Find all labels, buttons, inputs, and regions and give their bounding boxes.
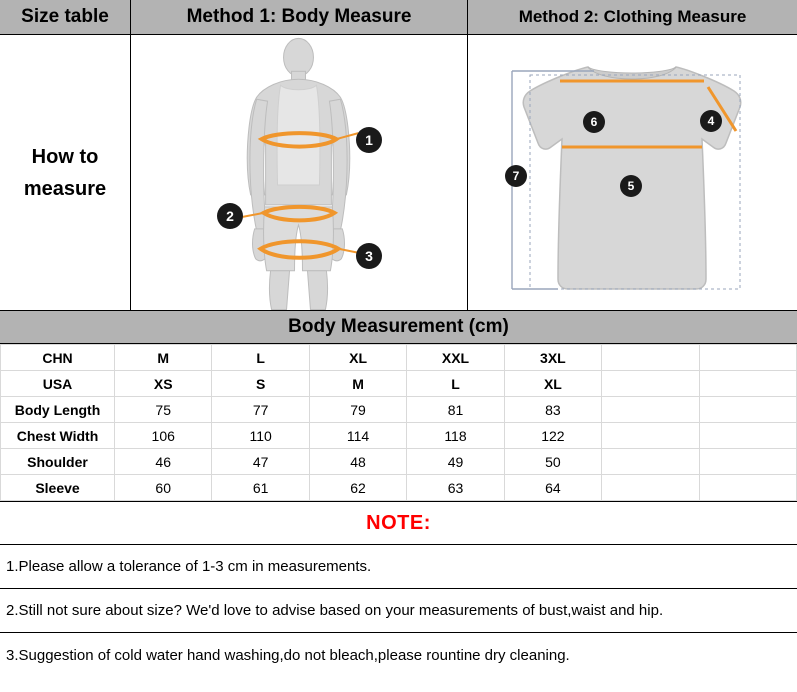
method1-header: Method 1: Body Measure: [131, 0, 467, 35]
method2-header: Method 2: Clothing Measure: [468, 0, 797, 35]
table-cell: 61: [212, 475, 309, 501]
table-cell: 110: [212, 423, 309, 449]
clothing-measure-illustration: [468, 35, 797, 310]
table-cell: S: [212, 371, 309, 397]
table-cell: M: [309, 371, 406, 397]
size-table-column: [0, 0, 131, 310]
how-to-line-2: measure: [23, 177, 107, 200]
table-cell-empty: [699, 345, 796, 371]
table-row: [1, 475, 797, 501]
table-cell-empty: [699, 423, 796, 449]
row-label: USA: [1, 371, 115, 397]
callout-5: 5: [620, 175, 642, 197]
table-cell: 60: [115, 475, 212, 501]
table-cell: 79: [309, 397, 406, 423]
note-line-1: 1.Please allow a tolerance of 1-3 cm in measurements.: [0, 545, 797, 589]
row-label: Shoulder: [1, 449, 115, 475]
body-figure-svg: [131, 35, 467, 310]
table-cell: 75: [115, 397, 212, 423]
table-cell: 106: [115, 423, 212, 449]
table-cell-empty: [602, 371, 699, 397]
table-cell-empty: [602, 397, 699, 423]
note-line-2: 2.Still not sure about size? We'd love to advise based on your measurements of bust,waist and hip.: [0, 589, 797, 633]
table-cell: XXL: [407, 345, 504, 371]
table-cell-empty: [602, 423, 699, 449]
table-cell: 83: [504, 397, 601, 423]
table-cell-empty: [602, 449, 699, 475]
note-header: [0, 501, 797, 545]
table-cell: M: [115, 345, 212, 371]
note-line-3: 3.Suggestion of cold water hand washing,do not bleach,please rountine dry cleaning.: [6, 646, 570, 664]
callout-4: 4: [700, 110, 722, 132]
body-measurement-title: Body Measurement (cm): [0, 311, 797, 344]
callout-1: 1: [356, 127, 382, 153]
body-measure-illustration: [131, 35, 467, 310]
table-cell-empty: [699, 449, 796, 475]
table-cell: XS: [115, 371, 212, 397]
table-cell-empty: [699, 475, 796, 501]
row-label: Body Length: [1, 397, 115, 423]
table-cell: XL: [504, 371, 601, 397]
how-to-measure-cell: [0, 35, 130, 310]
table-cell: 114: [309, 423, 406, 449]
table-cell: L: [407, 371, 504, 397]
table-cell: 118: [407, 423, 504, 449]
method2-column: [468, 0, 797, 310]
method1-column: [131, 0, 468, 310]
table-cell: 63: [407, 475, 504, 501]
table-cell: 49: [407, 449, 504, 475]
table-row: [1, 397, 797, 423]
row-label: Sleeve: [1, 475, 115, 501]
callout-7: 7: [505, 165, 527, 187]
table-cell-empty: [699, 371, 796, 397]
note-label: NOTE:: [366, 511, 431, 534]
table-row: [1, 345, 797, 371]
table-cell-empty: [602, 345, 699, 371]
table-row: [1, 423, 797, 449]
table-cell: 77: [212, 397, 309, 423]
table-cell: 122: [504, 423, 601, 449]
table-cell: L: [212, 345, 309, 371]
how-to-measure-section: [0, 0, 797, 311]
table-cell: 46: [115, 449, 212, 475]
table-cell-empty: [602, 475, 699, 501]
callout-3: 3: [356, 243, 382, 269]
table-cell: 47: [212, 449, 309, 475]
table-cell: 62: [309, 475, 406, 501]
how-to-line-1: How to: [31, 145, 99, 168]
table-cell: 64: [504, 475, 601, 501]
table-cell: 3XL: [504, 345, 601, 371]
table-cell-empty: [699, 397, 796, 423]
table-cell: 48: [309, 449, 406, 475]
table-row: [1, 371, 797, 397]
size-table-header: Size table: [0, 0, 130, 35]
table-cell: XL: [309, 345, 406, 371]
row-label: Chest Width: [1, 423, 115, 449]
table-row: [1, 449, 797, 475]
table-cell: 50: [504, 449, 601, 475]
body-measurement-table: [0, 344, 797, 501]
callout-6: 6: [583, 111, 605, 133]
callout-2: 2: [217, 203, 243, 229]
table-cell: 81: [407, 397, 504, 423]
row-label: CHN: [1, 345, 115, 371]
